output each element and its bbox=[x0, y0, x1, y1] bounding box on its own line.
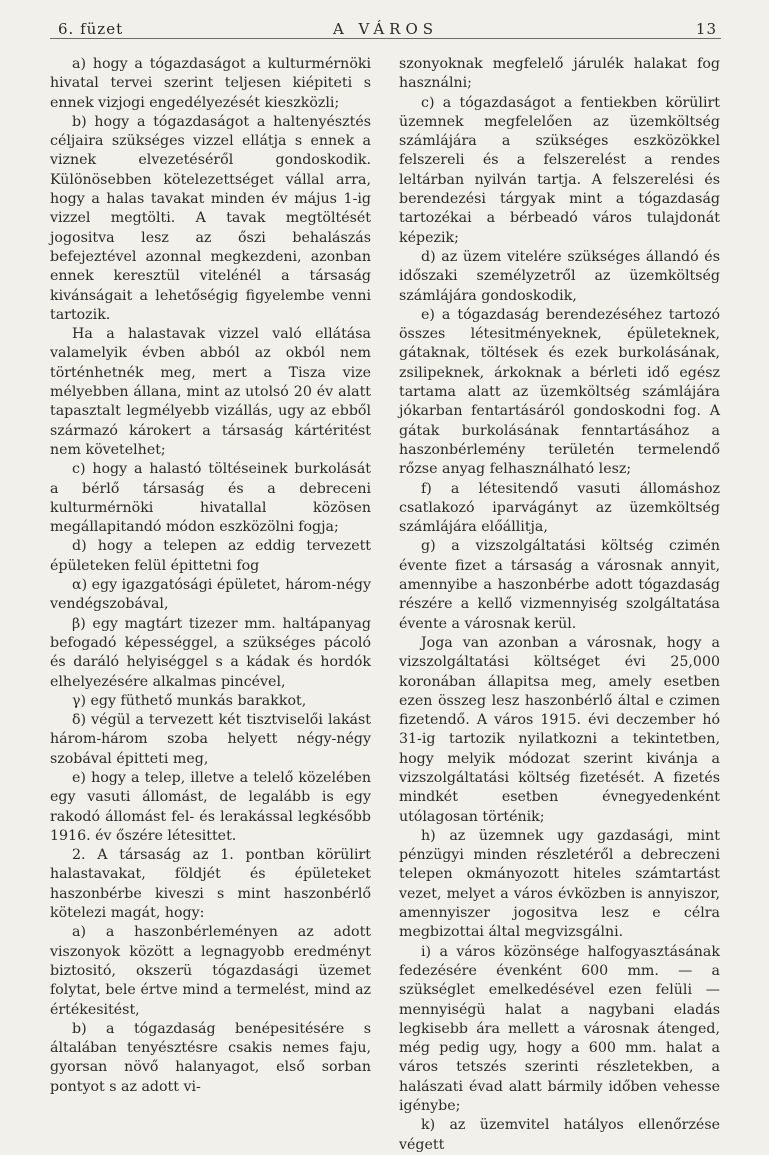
journal-title: A VÁROS bbox=[332, 20, 439, 38]
page-number: 13 bbox=[695, 20, 717, 38]
paragraph: c) a tógazdaságot a fentiekben körülirt üzemnek megfelelően az üzemköltség számlájára a szükséges eszközökkel felszereli és a felszerelést a rendes leltárban nyilván tartja. A felszerelési és berendezési tárgyak mint a tógazdaság tartozékai a bérbeadó város tulajdonát képezik; bbox=[399, 94, 720, 246]
text-columns bbox=[50, 55, 721, 1155]
paragraph: 2. A társaság az 1. pontban körülirt halastavakat, földjét és épületeket haszonbérbe kiveszi s mint haszonbérlő kötelezi magát, hogy: bbox=[50, 847, 371, 922]
left-column bbox=[50, 55, 371, 1155]
paragraph: Ha a halastavak vizzel való ellátása valamelyik évben abból az okból nem történhetnék meg, mert a Tisza vize mélyebben állana, mint az utolsó 20 év alatt tapasztalt legmélyebb vizállás, ugy az ebből származó károkert a társaság kártéritést nem követelhet; bbox=[50, 326, 371, 458]
paragraph: i) a város közönsége halfogyasztásának fedezésére évenként 600 mm. — a szükséglet emelkedésével ezen felüli — mennyiségü halat a nagybani eladás legkisebb ára mellett a városnak átenged, még pedig ugy, hogy a 600 mm. halat a város tetszés szerinti részletekben, a halászati évad alatt bármily időben vehesse igénybe; bbox=[399, 943, 720, 1115]
issue-label: 6. füzet bbox=[58, 20, 124, 38]
paragraph: γ) egy füthető munkás barakkot, bbox=[72, 692, 307, 709]
paragraph: c) hogy a halastó töltéseinek burkolását a bérlő társaság és a debreceni kulturmérnöki hivatallal közösen megállapitandó módon eszközölni fogja; bbox=[50, 461, 371, 536]
paragraph: szonyoknak megfelelő járulék halakat fog használni; bbox=[399, 56, 720, 92]
paragraph: f) a létesitendő vasuti állomáshoz csatlakozó iparvágányt az üzemköltség számlájára előállitja, bbox=[399, 480, 720, 536]
paragraph: a) hogy a tógazdaságot a kulturmérnöki hivatal tervei szerint teljesen kiépiteti s ennek vizjogi engedélyezését kieszközli; bbox=[50, 56, 371, 111]
paragraph: e) a tógazdaság berendezéséhez tartozó összes létesitményeknek, épületeknek, gátaknak, töltések és ezek burkolásának, zsilipeknek, árkoknak a bérleti idő egész tartama alatt az üzemköltség számlájára jókarban fentartásáról gondoskodni fog. A gátak burkolásának fenntartásához a haszonbérlemény területén termelendő rőzse anyag felhasználható lesz; bbox=[399, 306, 720, 478]
paragraph: β) egy magtárt tizezer mm. haltápanyag befogadó képességgel, a szükséges pácoló és daráló helyiséggel s a kádak és hordók elhelyezésére alkalmas pincével, bbox=[50, 615, 371, 690]
paragraph: b) hogy a tógazdaságot a haltenyésztés céljaira szükséges vizzel ellátja s ennek a viznek elvezetéséről gondoskodik. Különösebben kötelezettséget vállal arra, hogy a halas tavakat minden év május 1-ig vizzel megtölti. A tavak megtöltését jogositva lesz az őszi behalászás befejeztével azonnal megkezdeni, azonban ennek keresztül vitelénél a társaság kivánságait a lehetőségig figyelembe venni tartozik. bbox=[50, 113, 371, 323]
paragraph: k) az üzemvitel hatályos ellenőrzése végett bbox=[399, 1117, 720, 1153]
paragraph: d) hogy a telepen az eddig tervezett épületeken felül épittetni fog bbox=[50, 538, 371, 574]
paragraph: g) a vizszolgáltatási költség czimén évente fizet a társaság a városnak annyit, amennyibe a haszonbérbe adott tógazdaság részére a kellő vizmennyiség szolgáltatása évente a városnak kerül. bbox=[399, 538, 720, 632]
right-column bbox=[399, 55, 720, 1155]
paragraph: h) az üzemnek ugy gazdasági, mint pénzügyi minden részletéről a debreczeni telepen okmányozott hiteles számtartást vezet, melyet a város évközben is annyiszor, amennyiszer jogositva lesz e célra megbizottai által megvizsgálni. bbox=[399, 827, 720, 941]
paragraph: b) a tógazdaság benépesitésére s általában tenyésztésre csakis nemes faju, gyorsan növő halanyagot, első sorban pontyot s az adott vi- bbox=[50, 1020, 371, 1095]
paragraph: Joga van azonban a városnak, hogy a vizszolgáltatási költséget évi 25,000 koronában állapitsa meg, amely esetben ezen összeg lesz haszonbérlő által e czimen fizetendő. A város 1915. évi deczember hó 31-ig tartozik nyilatkozni a tekintetben, hogy melyik módozat szerint kivánja a vizszolgáltatási költség fizetését. A fizetés mindkét esetben évnegyedenként utólagosan történik; bbox=[399, 634, 720, 825]
paragraph: a) a haszonbérleményen az adott viszonyok között a legnagyobb eredményt biztositó, okszerü tógazdasági üzemet folytat, bele értve mind a termelést, mind az értékesitést, bbox=[50, 924, 371, 1018]
paragraph: e) hogy a telep, illetve a telelő közelében egy vasuti állomást, de legalább is egy rakodó állomást fel- és lerakással legkésőbb 1916. év őszére létesittet. bbox=[50, 769, 371, 844]
paragraph: δ) végül a tervezett két tisztviselői lakást három-három szoba helyett négy-négy szobával épitteti meg, bbox=[50, 712, 371, 767]
paragraph: α) egy igazgatósági épületet, három-négy vendégszobával, bbox=[50, 577, 371, 613]
paragraph: d) az üzem vitelére szükséges állandó és időszaki személyzetről az üzemköltség számlájára gondoskodik, bbox=[399, 248, 720, 304]
running-header bbox=[50, 0, 721, 39]
